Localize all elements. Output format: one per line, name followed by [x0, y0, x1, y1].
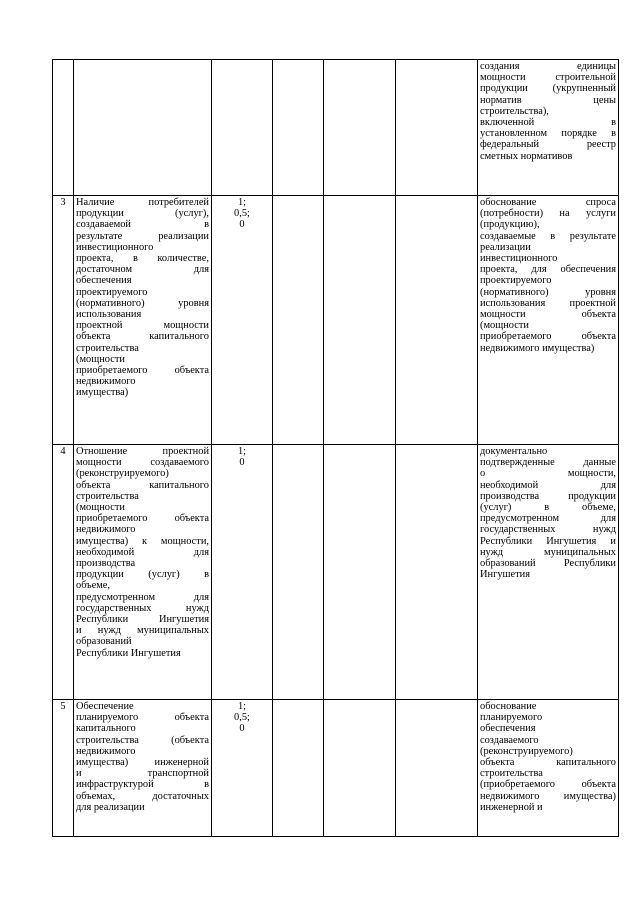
- justification-text-line: продукции (укрупненный: [480, 83, 616, 95]
- justification-text-line: производства продукции: [480, 490, 616, 502]
- criterion-text-line: имущества): [76, 387, 129, 399]
- score-cell: [212, 196, 273, 445]
- empty-cell-c: [396, 700, 478, 837]
- score-value: 0,5;: [234, 208, 250, 220]
- criterion-text-line: использования: [76, 309, 142, 321]
- empty-cell-b: [324, 196, 396, 445]
- criterion-text-line: продукции (услуг) в: [76, 569, 209, 581]
- justification-text-line: (продукцию),: [480, 219, 540, 231]
- justification-text-line: документально: [480, 446, 548, 457]
- criterion-text-line: (нормативного) уровня: [76, 297, 209, 309]
- criterion-text-line: строительства (объекта: [76, 734, 209, 746]
- criterion-cell: [74, 700, 212, 837]
- justification-text-line: реализации: [480, 241, 531, 253]
- score-value: 0,5;: [234, 712, 250, 724]
- justification-text-line: мощности строительной: [480, 72, 616, 84]
- criterion-text-line: приобретаемого объекта: [76, 365, 209, 377]
- criterion-cell: [74, 60, 212, 196]
- criterion-text-line: имущества) к мощности,: [76, 535, 209, 547]
- criterion-text-line: (мощности: [76, 353, 125, 365]
- score-value: 0: [239, 219, 245, 231]
- criterion-text-line: объекта капитального: [76, 331, 209, 343]
- justification-text-line: создаваемые в результате: [480, 230, 616, 242]
- criterion-text-line: проекта, в количестве,: [76, 253, 209, 265]
- justification-text-line: проекта, для обеспечения: [480, 264, 616, 276]
- justification-text-line: нужд муниципальных: [480, 546, 616, 558]
- empty-cell-a: [273, 700, 324, 837]
- justification-text-line: объекта капитального: [480, 757, 616, 769]
- score-value: 1;: [237, 197, 247, 208]
- justification-text-line: использования проектной: [480, 297, 616, 309]
- criterion-text-line: Обеспечение: [76, 701, 134, 712]
- table-row: [53, 700, 619, 837]
- justification-text-line: включенной в: [480, 117, 616, 129]
- criterion-text-line: Наличие потребителей: [76, 197, 209, 208]
- empty-cell-a: [273, 196, 324, 445]
- justification-text-line: (нормативного) уровня: [480, 286, 616, 298]
- justification-text-line: строительства),: [480, 105, 549, 117]
- justification-text-line: строительства: [480, 768, 543, 780]
- row-number-cell: [53, 445, 74, 700]
- criterion-text-line: объемах, достаточных: [76, 790, 209, 802]
- justification-text-line: инвестиционного: [480, 253, 558, 265]
- justification-text-line: недвижимого имущества): [480, 790, 616, 802]
- justification-text-line: (реконструируемого): [480, 745, 573, 757]
- justification-text-line: норматив цены: [480, 94, 616, 106]
- row-number-cell: [53, 196, 74, 445]
- criterion-text-line: Отношение проектной: [76, 446, 209, 457]
- score-cell: [212, 445, 273, 700]
- justification-cell: [478, 700, 619, 837]
- score-value: 1;: [237, 446, 247, 457]
- empty-cell-a: [273, 445, 324, 700]
- justification-text-line: создаваемого: [480, 734, 539, 746]
- criterion-text-line: для реализации: [76, 801, 145, 813]
- criterion-text-line: обеспечения: [76, 275, 132, 287]
- justification-text-line: (приобретаемого объекта: [480, 779, 616, 791]
- empty-cell-c: [396, 196, 478, 445]
- justification-text-line: государственных нужд: [480, 524, 616, 536]
- criterion-text-line: предусмотренном для: [76, 591, 209, 603]
- justification-text-line: обоснование спроса: [480, 197, 616, 208]
- justification-text-line: недвижимого имущества): [480, 342, 595, 354]
- justification-text-line: инженерной и: [480, 801, 543, 813]
- empty-cell-b: [324, 445, 396, 700]
- table-row: [53, 60, 619, 196]
- criteria-table: [52, 59, 619, 837]
- justification-text-line: (мощности: [480, 320, 529, 332]
- justification-text-line: (услуг) в объеме,: [480, 502, 616, 514]
- justification-cell: [478, 445, 619, 700]
- criterion-text-line: строительства: [76, 342, 139, 354]
- justification-text-line: проектируемого: [480, 275, 552, 287]
- justification-text-line: планируемого: [480, 712, 543, 724]
- justification-text-line: обеспечения: [480, 723, 536, 735]
- score-value: 0: [239, 723, 245, 735]
- criterion-text-line: производства: [76, 558, 136, 570]
- criterion-text-line: Республики Ингушетия: [76, 614, 209, 626]
- criterion-text-line: проектируемого: [76, 286, 148, 298]
- criterion-text-line: строительства: [76, 490, 139, 502]
- justification-cell: [478, 196, 619, 445]
- justification-text-line: приобретаемого объекта: [480, 331, 616, 343]
- justification-text-line: образований Республики: [480, 558, 616, 570]
- row-number: 4: [60, 446, 66, 457]
- table-row: [53, 196, 619, 445]
- criterion-cell: [74, 445, 212, 700]
- justification-text-line: Республики Ингушетия и: [480, 535, 616, 547]
- criterion-text-line: и нужд муниципальных: [76, 625, 209, 637]
- criterion-cell: [74, 196, 212, 445]
- empty-cell-a: [273, 60, 324, 196]
- criterion-text-line: и транспортной: [76, 768, 209, 780]
- criterion-text-line: недвижимого: [76, 524, 136, 536]
- empty-cell-b: [324, 60, 396, 196]
- criterion-text-line: мощности создаваемого: [76, 457, 209, 469]
- justification-text-line: обоснование: [480, 701, 537, 712]
- criterion-text-line: объеме,: [76, 580, 110, 592]
- justification-text-line: создания единицы: [480, 61, 616, 72]
- criterion-text-line: государственных нужд: [76, 602, 209, 614]
- criterion-text-line: недвижимого: [76, 745, 136, 757]
- criterion-text-line: планируемого объекта: [76, 712, 209, 724]
- justification-text-line: (потребности) на услуги: [480, 208, 616, 220]
- criterion-text-line: проектной мощности: [76, 320, 209, 332]
- criterion-text-line: продукции (услуг),: [76, 208, 209, 220]
- justification-text-line: необходимой для: [480, 479, 616, 491]
- score-cell: [212, 700, 273, 837]
- score-cell: [212, 60, 273, 196]
- justification-text-line: Ингушетия: [480, 569, 531, 581]
- justification-text-line: подтвержденные данные: [480, 457, 616, 469]
- empty-cell-c: [396, 60, 478, 196]
- table-body: [53, 60, 619, 837]
- row-number-cell: [53, 700, 74, 837]
- score-value: 0: [239, 457, 245, 469]
- justification-text-line: мощности объекта: [480, 309, 616, 321]
- table-row: [53, 445, 619, 700]
- criterion-text-line: достаточном для: [76, 264, 209, 276]
- justification-text-line: предусмотренном для: [480, 513, 616, 525]
- criterion-text-line: (мощности: [76, 502, 125, 514]
- empty-cell-c: [396, 445, 478, 700]
- criterion-text-line: приобретаемого объекта: [76, 513, 209, 525]
- row-number: 3: [60, 197, 66, 208]
- criterion-text-line: инфраструктурой в: [76, 779, 209, 791]
- justification-text-line: установленном порядке в: [480, 128, 616, 140]
- score-value: 1;: [237, 701, 247, 712]
- row-number-cell: [53, 60, 74, 196]
- criterion-text-line: (реконструируемого): [76, 468, 169, 480]
- criterion-text-line: объекта капитального: [76, 479, 209, 491]
- row-number: 5: [60, 701, 66, 712]
- criterion-text-line: образований: [76, 636, 132, 648]
- criterion-text-line: необходимой для: [76, 546, 209, 558]
- criterion-text-line: создаваемой в: [76, 219, 209, 231]
- justification-text-line: федеральный реестр: [480, 139, 616, 151]
- criterion-text-line: капитального: [76, 723, 136, 735]
- criterion-text-line: результате реализации: [76, 230, 209, 242]
- criterion-text-line: Республики Ингушетия: [76, 647, 181, 659]
- criterion-text-line: инвестиционного: [76, 241, 154, 253]
- criterion-text-line: недвижимого: [76, 376, 136, 388]
- justification-text-line: о мощности,: [480, 468, 616, 480]
- justification-text-line: сметных нормативов: [480, 150, 573, 162]
- empty-cell-b: [324, 700, 396, 837]
- criterion-text-line: имущества) инженерной: [76, 757, 209, 769]
- justification-cell: [478, 60, 619, 196]
